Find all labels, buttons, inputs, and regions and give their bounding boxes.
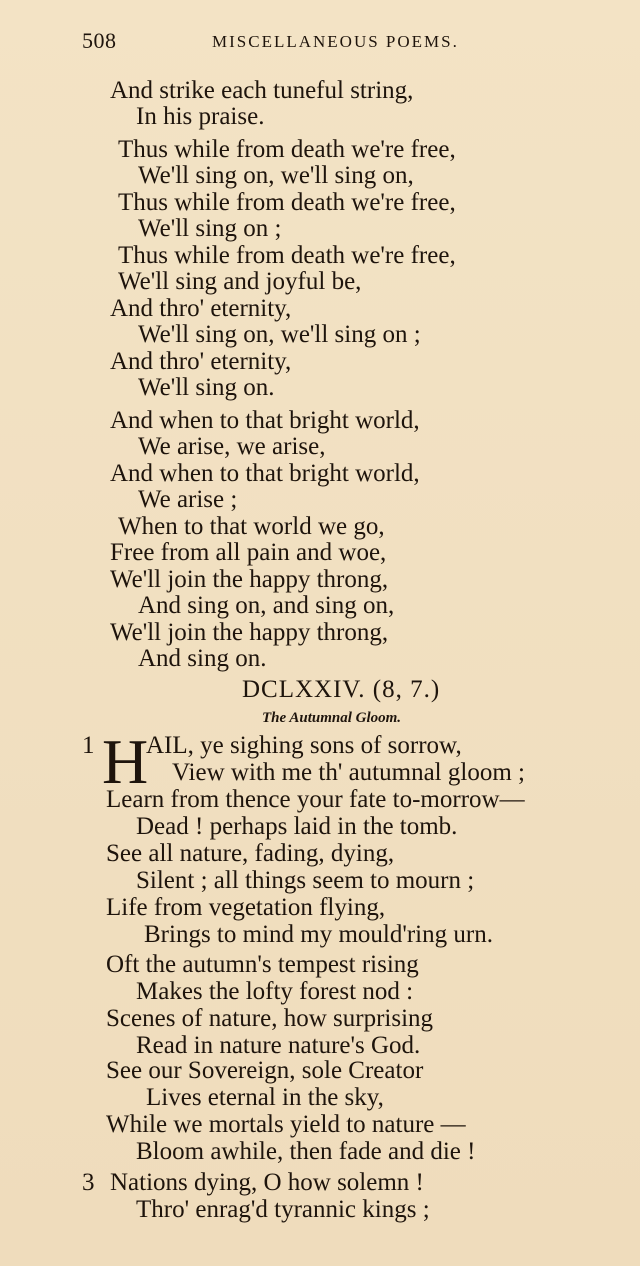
poem-line: Life from vegetation flying, [106, 894, 386, 921]
verse-number: 1 [82, 732, 95, 759]
poem-line: Thus while from death we're free, [118, 136, 456, 163]
poem-line: Thus while from death we're free, [118, 242, 456, 269]
poem-line: While we mortals yield to nature — [106, 1111, 466, 1138]
poem-line: Dead ! perhaps laid in the tomb. [136, 813, 458, 840]
poem-line: And when to that bright world, [110, 407, 420, 434]
poem-line: See all nature, fading, dying, [106, 840, 395, 867]
poem-line: Read in nature nature's God. [136, 1032, 421, 1059]
page-number: 508 [82, 28, 117, 53]
poem-line: Thro' enrag'd tyrannic kings ; [136, 1196, 430, 1223]
poem-line: Brings to mind my mould'ring urn. [144, 921, 493, 948]
drop-cap: H [102, 726, 149, 797]
poem-line: And strike each tuneful string, [110, 77, 414, 104]
poem-line: In his praise. [136, 103, 265, 130]
poem-line: See our Sovereign, sole Creator [106, 1057, 424, 1084]
poem-line: Lives eternal in the sky, [146, 1084, 384, 1111]
poem-line: Makes the lofty forest nod : [136, 978, 414, 1005]
hymn-subtitle: The Autumnal Gloom. [262, 710, 402, 726]
poem-line: Bloom awhile, then fade and die ! [136, 1138, 476, 1165]
poem-line: And sing on. [138, 645, 267, 672]
poem-line: We'll sing on, we'll sing on ; [138, 321, 421, 348]
poem-line: We'll join the happy throng, [110, 619, 389, 646]
poem-line: And thro' eternity, [110, 295, 292, 322]
poem-line: Thus while from death we're free, [118, 189, 456, 216]
poem-line: Silent ; all things seem to mourn ; [136, 867, 475, 894]
poem-line: We'll join the happy throng, [110, 566, 389, 593]
running-title: MISCELLANEOUS POEMS. [212, 32, 459, 51]
poem-line: Nations dying, O how solemn ! [110, 1169, 424, 1196]
poem-line: We'll sing on ; [138, 215, 282, 242]
poem-line: Scenes of nature, how surprising [106, 1005, 434, 1032]
poem-line: And thro' eternity, [110, 348, 292, 375]
poem-line: View with me th' autumnal gloom ; [172, 759, 525, 786]
poem-line: We'll sing on, we'll sing on, [138, 162, 414, 189]
poem-line: We'll sing on. [138, 374, 275, 401]
page-header [82, 28, 522, 58]
poem-line: When to that world we go, [118, 513, 385, 540]
poem-line: AIL, ye sighing sons of sorrow, [146, 732, 462, 759]
poem-line: We'll sing and joyful be, [118, 268, 362, 295]
hymn-number: DCLXXIV. (8, 7.) [242, 676, 441, 703]
poem-line: We arise ; [138, 486, 238, 513]
verse-number: 3 [82, 1169, 95, 1196]
poem-line: And when to that bright world, [110, 460, 420, 487]
poem-line: Free from all pain and woe, [110, 539, 387, 566]
poem-line: We arise, we arise, [138, 433, 326, 460]
poem-line: Oft the autumn's tempest rising [106, 951, 419, 978]
poem-line: Learn from thence your fate to-morrow— [106, 786, 525, 813]
poem-line: And sing on, and sing on, [138, 592, 395, 619]
